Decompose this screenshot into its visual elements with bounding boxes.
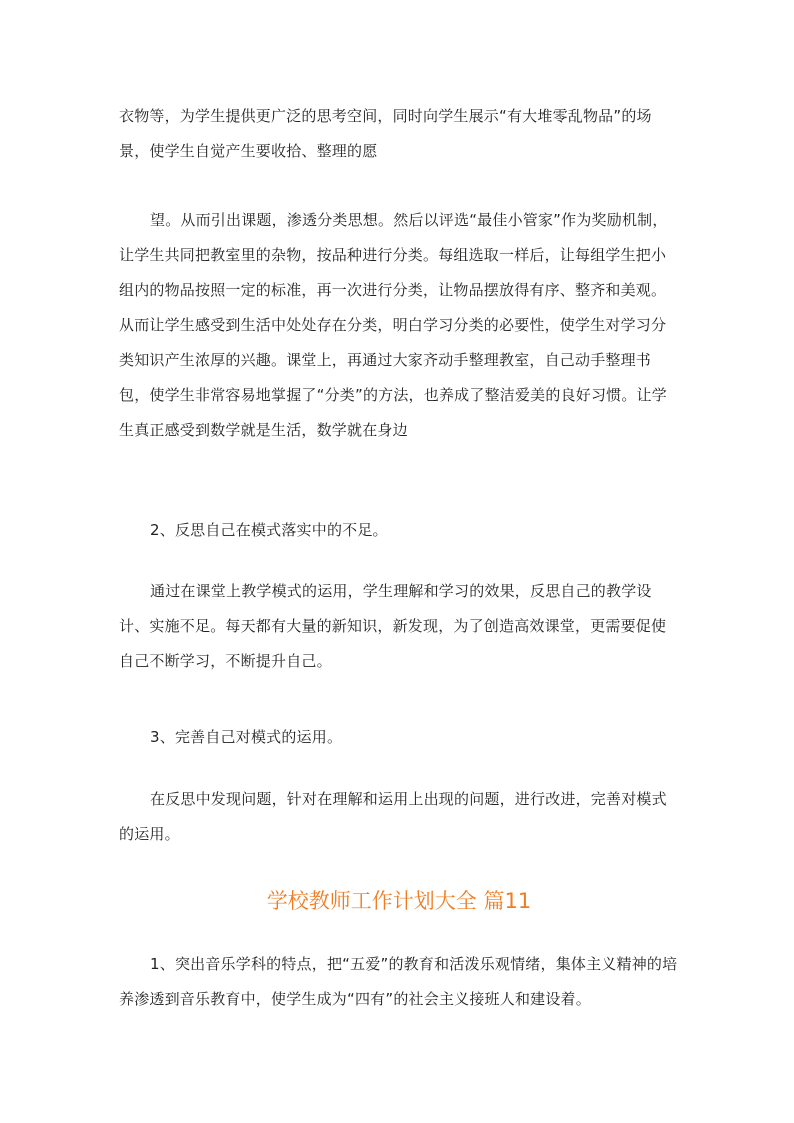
paragraph-continued-scene: 衣物等，为学生提供更广泛的思考空间，同时向学生展示“有大堆零乱物品”的场景，使学生自觉产生要收拾、整理的愿	[119, 107, 652, 160]
paragraph-music-education: 1、突出音乐学科的特点，把“五爱”的教育和活泼乐观情绪，集体主义精神的培养渗透到音乐教育中，使学生成为“四有”的社会主义接班人和建设着。	[119, 955, 678, 1008]
paragraph-improvement-heading: 3、完善自己对模式的运用。	[150, 728, 343, 746]
paragraph-reflection-body: 通过在课堂上教学模式的运用，学生理解和学习的效果，反思自己的教学设计、实施不足。每天都有大量的新知识，新发现，为了创造高效课堂，更需要促使自己不断学习，不断提升自己。	[119, 582, 667, 670]
paragraph-classification-activity: 望。从而引出课题，渗透分类思想。然后以评选“最佳小管家”作为奖励机制，让学生共同把教室里的杂物，按品种进行分类。每组选取一样后，让每组学生把小组内的物品按照一定的标准，再一次进行分类，让物品摆放得有序、整齐和美观。从而让学生感受到生活中处处存在分类，明白学习分类的必要性，使学生对学习分类知识产生浓厚的兴趣。课堂上，再通过大家齐动手整理教室，自己动手整理书包，使学生非常容易地掌握了“分类”的方法，也养成了整洁爱美的良好习惯。让学生真正感受到数学就是生活，数学就在身边	[119, 211, 668, 439]
paragraph-improvement-body: 在反思中发现问题，针对在理解和运用上出现的问题，进行改进，完善对模式的运用。	[119, 790, 667, 843]
section-heading: 学校教师工作计划大全 篇11	[266, 889, 532, 913]
paragraph-reflection-heading: 2、反思自己在模式落实中的不足。	[150, 521, 388, 539]
